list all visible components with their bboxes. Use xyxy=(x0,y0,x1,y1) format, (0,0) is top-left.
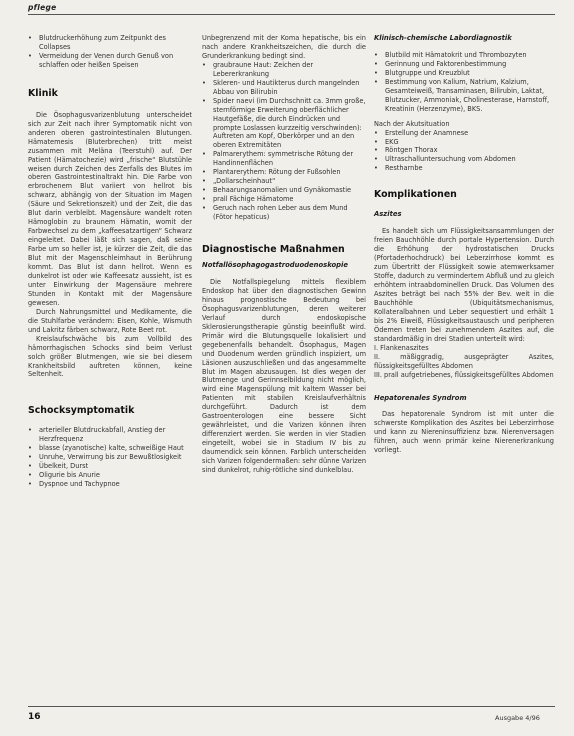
paragraph: Kreislaufschwäche bis zum Vollbild des hämorrhagischen Schocks sind beim Verlust solch größer Blutmengen, wie sie bei diesem Krankheitsbild auftreten können, keine Seltenheit. xyxy=(28,334,192,379)
list-item: • Blutdruckerhöhung zum Zeitpunkt des Collapses xyxy=(28,34,192,52)
list-item: • Erstellung der Anamnese xyxy=(374,129,554,138)
list-item: • EKG xyxy=(374,138,554,147)
list-item: • Plantarerythem: Rötung der Fußsohlen xyxy=(202,168,366,177)
lab-list xyxy=(374,51,554,114)
subheading-labor: Klinisch-chemische Labordiagnostik xyxy=(374,34,512,42)
akut-list xyxy=(374,129,554,174)
header-rule xyxy=(28,14,555,15)
list-item: • prall Fächige Hämatome xyxy=(202,195,366,204)
subheading-hepatorenal: Hepatorenales Syndrom xyxy=(374,393,467,402)
list-item: • „Dollarscheinhaut“ xyxy=(202,177,366,186)
paragraph: Die Ösophagusvarizenblutung unterscheidet sich zur Zeit nach ihrer Symptomatik nicht von anderen oberen gastrointestinalen Blutungen. Hämatemesis (Bluterbrechen) tritt meist zusammen mit Meläna (Teerstuhl) auf. Der Patient (Hämatochezie) wird „frische“ Blutstühle weisen durch Zeichen des Zerfalls des Blutes im oberen Gastrointestinaltrakt hin. Die Farbe von erbrochenem Blut variiert von hellrot bis schwarz, abhängig von der Situation im Magen (Säure und Sekretionszeit) und der Zeit, die das Blut darin verbleibt. Magensäure wandelt roten Hämoglobin zu braunem Hämatin, womit der Farbwechsel zu dem „kaffeesatzartigen“ Schwarz eingeleitet. Dabei läßt sich sagen, daß seine Farbe um so heller ist, je kürzer die Zeit, die das Blut mit der Magenschleimhaut in Berührung kommt. Das Blut ist dann hellrot. Wenn es dunkelrot ist oder wie Kaffeesatz aussieht, ist es unter Einwirkung der Magensäure mehrere Stunden in Kontakt mit der Magensäure gewesen. xyxy=(28,110,192,307)
column-left xyxy=(28,34,192,489)
list-item: • blasse (zyanotische) kalte, schweißige Haut xyxy=(28,444,192,453)
list-item: • Bestimmung von Kalium, Natrium, Kalzium, Gesamteiweiß, Transaminasen, Bilirubin, Laktat, Blutzucker, Ammoniak, Cholinesterase, Harnstoff, Kreatinin (Herzenzyme), BKS. xyxy=(374,78,554,114)
schock-list xyxy=(28,426,192,489)
list-item: • Palmarerythem: symmetrische Rötung der Handinnenflächen xyxy=(202,150,366,168)
list-item: • Blutbild mit Hämatokrit und Thrombozyten xyxy=(374,51,554,60)
list-item: • Vermeidung der Venen durch Genuß von schlaffen oder heißen Speisen xyxy=(28,52,192,70)
paragraph: Es handelt sich um Flüssigkeitsansammlungen der freien Bauchhöhle durch portale Hypertension. Durch die Erhöhung der hydrostatischen Drucks (Pfortaderhochdruck) bei Leberzirrhose kommt es zum Übertritt der Flüssigkeit sowie atemwerksamer Stoffe, dadurch zu vermindertem Abfluß und zu gleich erhöhtem intraabdominellen Druck. Das Volumen des Aszites beträgt bei nach 55% der Bev. weit in die Bauchhöhle (Ubiquitätsmechanismus, Kollateralbahnen und Leber sequestiert und erhält 1 bis 2% Eiweiß, Flüssigkeitsaustausch und peripheren Ödemen treten bei zunehmendem Aszites auf, die standardmäßig in drei Stadien unterteilt wird: xyxy=(374,227,554,343)
list-item: • Spider naevi (im Durchschnitt ca. 3mm große, sternförmige Erweiterung oberflächlicher Hautgefäße, die durch Eindrücken und prompte Loslassen kurzzeitig verschwinden): Auftreten am Kopf, Oberkörper und an den oberen Extremitäten xyxy=(202,97,366,151)
list-item: • Übelkeit, Durst xyxy=(28,462,192,471)
list-item: • Röntgen Thorax xyxy=(374,146,554,155)
list-item: • Gerinnung und Faktorenbestimmung xyxy=(374,60,554,69)
stadium-line: I. Flankenaszites xyxy=(374,343,429,352)
list-item: • Dyspnoe und Tachypnoe xyxy=(28,480,192,489)
column-right xyxy=(374,34,554,455)
paragraph: Durch Nahrungsmittel und Medikamente, die die Stuhlfarbe verändern: Eisen, Kohle, Wismuth und Lakritz färben schwarz, Rote Beet rot. xyxy=(28,307,192,334)
list-item: • Geruch nach rohen Leber aus dem Mund (Fötor hepaticus) xyxy=(202,204,366,222)
list-item: • arterieller Blutdruckabfall, Anstieg der Herzfrequenz xyxy=(28,426,192,444)
section-heading-diagnostik: Diagnostische Maßnahmen xyxy=(202,244,345,256)
page-number: 16 xyxy=(28,712,41,722)
list-item: • Unruhe, Verwirrung bis zur Bewußtlosigkeit xyxy=(28,453,192,462)
list-item: • Skleren- und Hautikterus durch mangelnden Abbau von Bilirubin xyxy=(202,79,366,97)
paragraph: Das hepatorenale Syndrom ist mit unter die schwerste Komplikation des Aszites bei Leberzirrhose und kann zu Niereninsuffizienz bzw. Nierenversagen führen, auch wenn primär keine Nierenerkrankung vorliegt. xyxy=(374,410,554,455)
issue-label: Ausgabe 4/96 xyxy=(495,714,540,722)
stadium-line: II. mäßiggradig, ausgeprägter Aszites, flüssigkeitsgefülltes Abdomen xyxy=(374,352,554,370)
running-header: pflege xyxy=(28,3,57,12)
column-middle xyxy=(202,34,366,475)
list-item: • Restharnbe xyxy=(374,164,554,173)
footer-rule xyxy=(28,706,555,707)
stadium-line: III. prall aufgetriebenes, flüssigkeitsgefülltes Abdomen xyxy=(374,370,554,379)
symptom-list xyxy=(202,61,366,222)
section-heading-schock: Schocksymptomatik xyxy=(28,405,135,417)
list-item: • Ultraschalluntersuchung vom Abdomen xyxy=(374,155,554,164)
list-item: • Oligurie bis Anurie xyxy=(28,471,192,480)
list-item: • Blutgruppe und Kreuzblut xyxy=(374,69,554,78)
intro-list xyxy=(28,34,192,70)
subheading-aszites: Aszites xyxy=(374,210,402,219)
subheading-endoskopie: Notfallösophagogastroduodenoskopie xyxy=(202,261,348,270)
list-item: • Behaarungsanomalien und Gynäkomastie xyxy=(202,186,366,195)
list-item: • graubraune Haut: Zeichen der Lebererkrankung xyxy=(202,61,366,79)
paragraph: Die Notfallspiegelung mittels flexiblem Endoskop hat über den diagnostischen Gewinn hinaus prognostische Bedeutung bei Ösophagusvarizenblutungen, deren weiterer Verlauf durch endoskopische Sklerosierungstherapie günstig beeinflußt wird. Primär wird die Blutungsquelle lokalisiert und gegebenenfalls behandelt. Ösophagus, Magen und Duodenum werden gründlich inspiziert, um Läsionen auszuschließen und das angesammelte Blut im Magen abzusaugen. Ist dies wegen der Blutmenge und Gerinnselbildung nicht möglich, wird eine Magenspülung mit kaltem Wasser bei Patienten mit stabilen Kreislaufverhältnis durchgeführt. Dadurch ist dem Gastroenterologen eine bessere Sicht gewährleistet, und die Varizen können ihren differenziert werden. Sie werden in vier Stadien eingeteilt, wobei sie in Stadium IV bis zu daumendick sein können. Farblich unterscheiden sich Varizen folgendermaßen: sehr dünne Varizen sind dunkelrot, ruhig-rötliche sind dunkelblau. xyxy=(202,277,366,474)
section-heading-klinik: Klinik xyxy=(28,87,58,99)
paragraph: Unbegrenzend mit der Koma hepatische, bis ein nach andere Krankheitszeichen, die durch die Grunderkrankung bedingt sind. xyxy=(202,34,366,60)
section-heading-komplikationen: Komplikationen xyxy=(374,189,457,201)
paragraph: Nach der Akutsituation xyxy=(374,119,450,128)
